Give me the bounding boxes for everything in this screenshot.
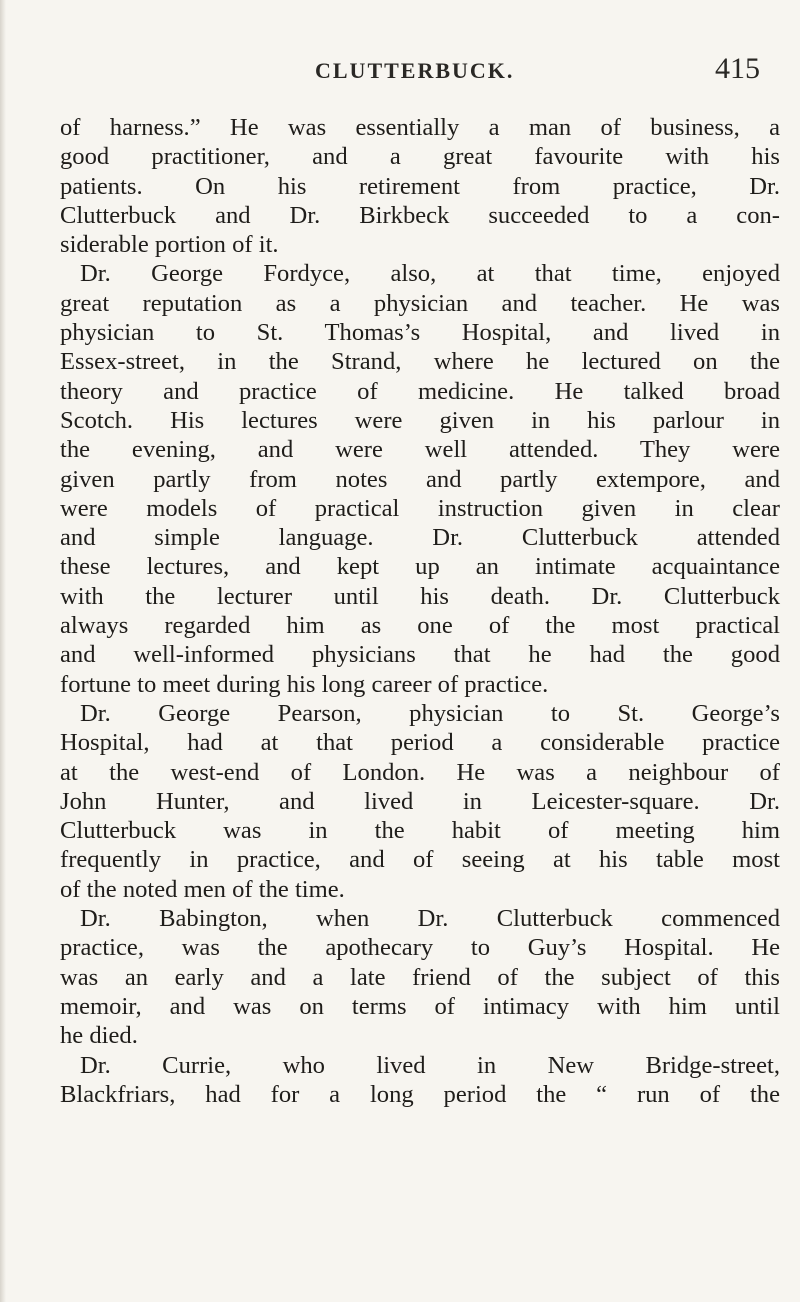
body-text bbox=[60, 113, 780, 1109]
text-line: were models of practical instruction given in clear bbox=[60, 494, 780, 522]
running-head bbox=[0, 52, 800, 98]
text-line: John Hunter, and lived in Leicester-square. Dr. bbox=[60, 787, 780, 815]
text-line: Dr. Currie, who lived in New Bridge-street, bbox=[80, 1051, 780, 1079]
text-line: was an early and a late friend of the subject of this bbox=[60, 963, 780, 991]
page-number: 415 bbox=[715, 52, 760, 85]
text-line: theory and practice of medicine. He talked broad bbox=[60, 377, 780, 405]
text-line: given partly from notes and partly extempore, and bbox=[60, 465, 780, 493]
text-line: of harness.” He was essentially a man of business, a bbox=[60, 114, 780, 141]
text-line: good practitioner, and a great favourite with his bbox=[60, 143, 780, 171]
running-head-title: CLUTTERBUCK. bbox=[315, 58, 515, 83]
text-line: patients. On his retirement from practice, Dr. bbox=[60, 172, 780, 200]
text-line: of the noted men of the time. bbox=[60, 875, 345, 903]
text-line: at the west-end of London. He was a neighbour of bbox=[60, 758, 780, 786]
text-line: he died. bbox=[60, 1022, 138, 1050]
text-line: and simple language. Dr. Clutterbuck attended bbox=[60, 524, 780, 552]
text-line: Clutterbuck was in the habit of meeting him bbox=[60, 817, 780, 845]
text-line: these lectures, and kept up an intimate acquaintance bbox=[60, 553, 780, 581]
text-line: the evening, and were well attended. They were bbox=[60, 436, 780, 464]
text-line: always regarded him as one of the most practical bbox=[60, 612, 780, 640]
text-line: physician to St. Thomas’s Hospital, and lived in bbox=[60, 319, 780, 347]
text-line: and well-informed physicians that he had the good bbox=[60, 641, 780, 669]
text-line: Clutterbuck and Dr. Birkbeck succeeded to a con- bbox=[60, 201, 780, 229]
text-line: memoir, and was on terms of intimacy with him until bbox=[60, 992, 780, 1020]
text-line: great reputation as a physician and teacher. He was bbox=[60, 289, 780, 317]
text-line: Dr. Babington, when Dr. Clutterbuck commenced bbox=[80, 905, 780, 933]
text-line: Dr. George Pearson, physician to St. George’s bbox=[80, 699, 780, 727]
text-line: Hospital, had at that period a considerable practice bbox=[60, 729, 780, 757]
page-gutter-shadow bbox=[0, 0, 6, 1302]
text-line: practice, was the apothecary to Guy’s Hospital. He bbox=[60, 934, 780, 962]
text-line: Scotch. His lectures were given in his parlour in bbox=[60, 406, 780, 434]
text-line: fortune to meet during his long career of practice. bbox=[60, 670, 549, 698]
text-line: Blackfriars, had for a long period the “ run of the bbox=[60, 1080, 780, 1108]
text-line: Dr. George Fordyce, also, at that time, enjoyed bbox=[80, 260, 780, 288]
text-line: with the lecturer until his death. Dr. Clutterbuck bbox=[60, 582, 780, 610]
text-line: Essex-street, in the Strand, where he lectured on the bbox=[60, 348, 780, 376]
text-line: siderable portion of it. bbox=[60, 231, 279, 259]
text-line: frequently in practice, and of seeing at his table most bbox=[60, 846, 780, 874]
